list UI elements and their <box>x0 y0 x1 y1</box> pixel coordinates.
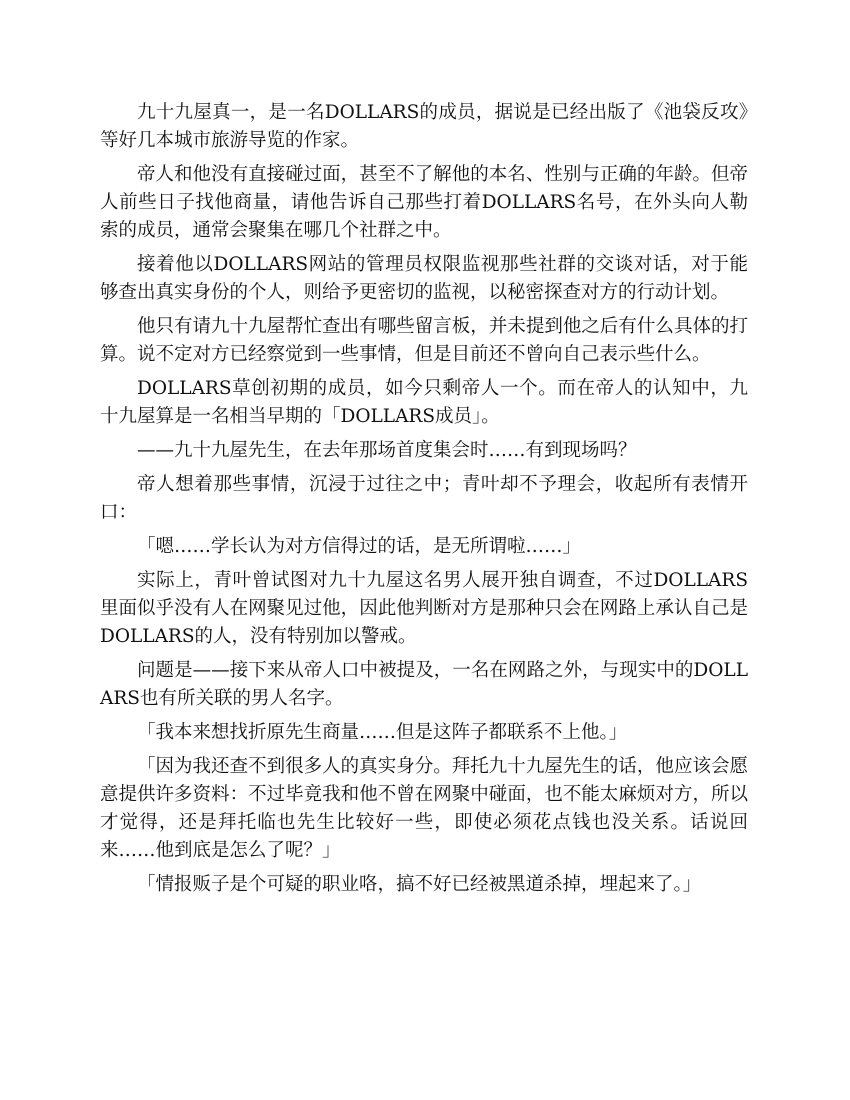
paragraph: 帝人想着那些事情，沉浸于过往之中；青叶却不予理会，收起所有表情开口： <box>100 474 748 523</box>
paragraph: 「因为我还查不到很多人的真实身分。拜托九十九屋先生的话，他应该会愿意提供许多资料：不过毕竟我和他不曾在网聚中碰面，也不能太麻烦对方，所以才觉得，还是拜托临也先生比较好一些，即使必须花点钱也没关系。话说回来……他到底是怎么了呢？」 <box>100 756 748 861</box>
document-body <box>100 99 748 905</box>
paragraph: 实际上，青叶曾试图对九十九屋这名男人展开独自调查，不过DOLLARS里面似乎没有人在网聚见过他，因此他判断对方是那种只会在网路上承认自己是DOLLARS的人，没有特别加以警戒。 <box>100 570 748 647</box>
paragraph: 九十九屋真一，是一名DOLLARS的成员，据说是已经出版了《池袋反攻》等好几本城市旅游导览的作家。 <box>100 102 748 151</box>
paragraph: 「我本来想找折原先生商量……但是这阵子都联系不上他。」 <box>137 722 628 743</box>
paragraph: 「嗯……学长认为对方信得过的话，是无所谓啦……」 <box>137 536 582 557</box>
paragraph: 接着他以DOLLARS网站的管理员权限监视那些社群的交谈对话，对于能够查出真实身份的个人，则给予更密切的监视，以秘密探查对方的行动计划。 <box>100 254 748 303</box>
paragraph: 他只有请九十九屋帮忙查出有哪些留言板，并未提到他之后有什么具体的打算。说不定对方已经察觉到一些事情，但是目前还不曾向自己表示些什么。 <box>100 316 748 365</box>
paragraph: 「情报贩子是个可疑的职业咯，搞不好已经被黑道杀掉，埋起来了。」 <box>137 874 702 895</box>
paragraph: ——九十九屋先生，在去年那场首度集会时……有到现场吗？ <box>137 440 637 461</box>
paragraph: 帝人和他没有直接碰过面，甚至不了解他的本名、性别与正确的年龄。但帝人前些日子找他商量，请他告诉自己那些打着DOLLARS名号，在外头向人勒索的成员，通常会聚集在哪几个社群之中。 <box>100 164 748 241</box>
paragraph: 问题是——接下来从帝人口中被提及，一名在网路之外，与现实中的DOLLARS也有所关联的男人名字。 <box>100 660 748 709</box>
paragraph: DOLLARS草创初期的成员，如今只剩帝人一个。而在帝人的认知中，九十九屋算是一名相当早期的「DOLLARS成员」。 <box>100 378 748 427</box>
